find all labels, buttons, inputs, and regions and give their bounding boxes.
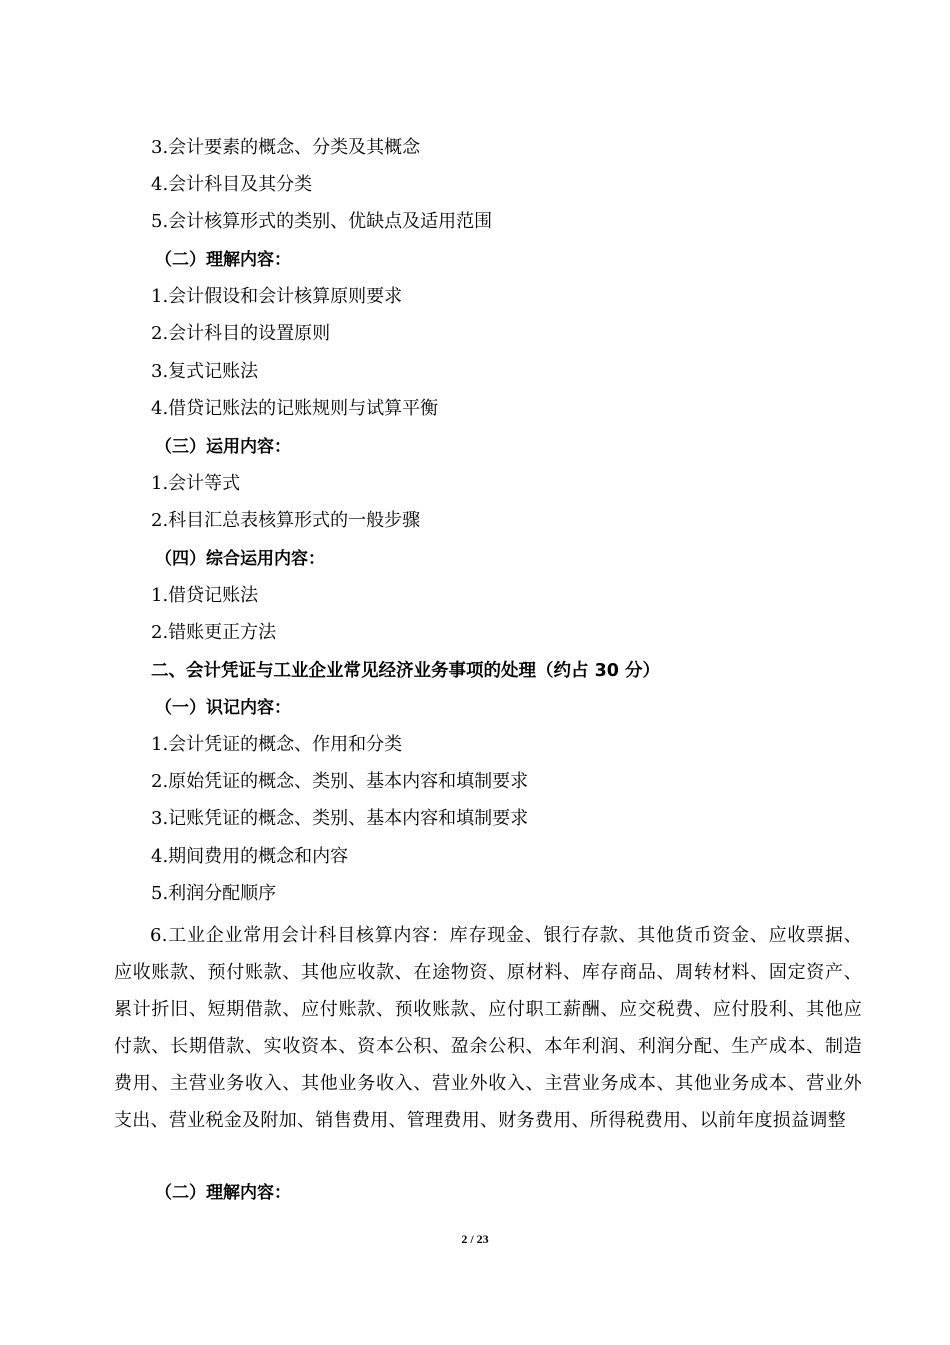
subsection-heading: （一）识记内容： — [155, 698, 291, 718]
section-heading: 二、会计凭证与工业企业常见经济业务事项的处理（约占 30 分） — [151, 661, 661, 681]
subsection-heading: （三）运用内容： — [155, 437, 291, 457]
list-item: 2.科目汇总表核算形式的一般步骤 — [151, 510, 421, 531]
list-item: 2.会计科目的设置原则 — [151, 323, 331, 344]
list-item: 5.会计核算形式的类别、优缺点及适用范围 — [151, 211, 493, 232]
page-number: 2 / 23 — [461, 1232, 489, 1246]
list-item: 1.会计假设和会计核算原则要求 — [151, 286, 403, 307]
list-item: 5.利润分配顺序 — [151, 883, 277, 904]
list-item: 4.会计科目及其分类 — [151, 174, 313, 195]
subsection-heading: （二）理解内容： — [155, 250, 291, 270]
list-item: 2.错账更正方法 — [151, 622, 277, 643]
subsection-heading: （二）理解内容： — [155, 1183, 291, 1203]
list-item: 4.借贷记账法的记账规则与试算平衡 — [151, 398, 439, 419]
list-item: 1.会计凭证的概念、作用和分类 — [151, 734, 403, 755]
list-item: 1.会计等式 — [151, 473, 241, 494]
list-item: 2.原始凭证的概念、类别、基本内容和填制要求 — [151, 771, 529, 792]
list-item: 3.复式记账法 — [151, 361, 259, 382]
list-item: 3.记账凭证的概念、类别、基本内容和填制要求 — [151, 808, 529, 829]
subsection-heading: （四）综合运用内容： — [155, 549, 325, 569]
list-item: 1.借贷记账法 — [151, 585, 259, 606]
list-item: 3.会计要素的概念、分类及其概念 — [151, 137, 421, 158]
account-list-paragraph: 6.工业企业常用会计科目核算内容：库存现金、银行存款、其他货币资金、应收票据、应收账款、预付账款、其他应收款、在途物资、原材料、库存商品、周转材料、固定资产、累计折旧、短期借款、应付账款、预收账款、应付职工薪酬、应交税费、应付股利、其他应付款、长期借款、实收资本、资本公积、盈余公积、本年利润、利润分配、生产成本、制造费用、主营业务收入、其他业务收入、营业外收入、主营业务成本、其他业务成本、营业外支出、营业税金及附加、销售费用、管理费用、财务费用、所得税费用、以前年度损益调整 — [114, 925, 862, 1131]
list-item: 4.期间费用的概念和内容 — [151, 846, 349, 867]
